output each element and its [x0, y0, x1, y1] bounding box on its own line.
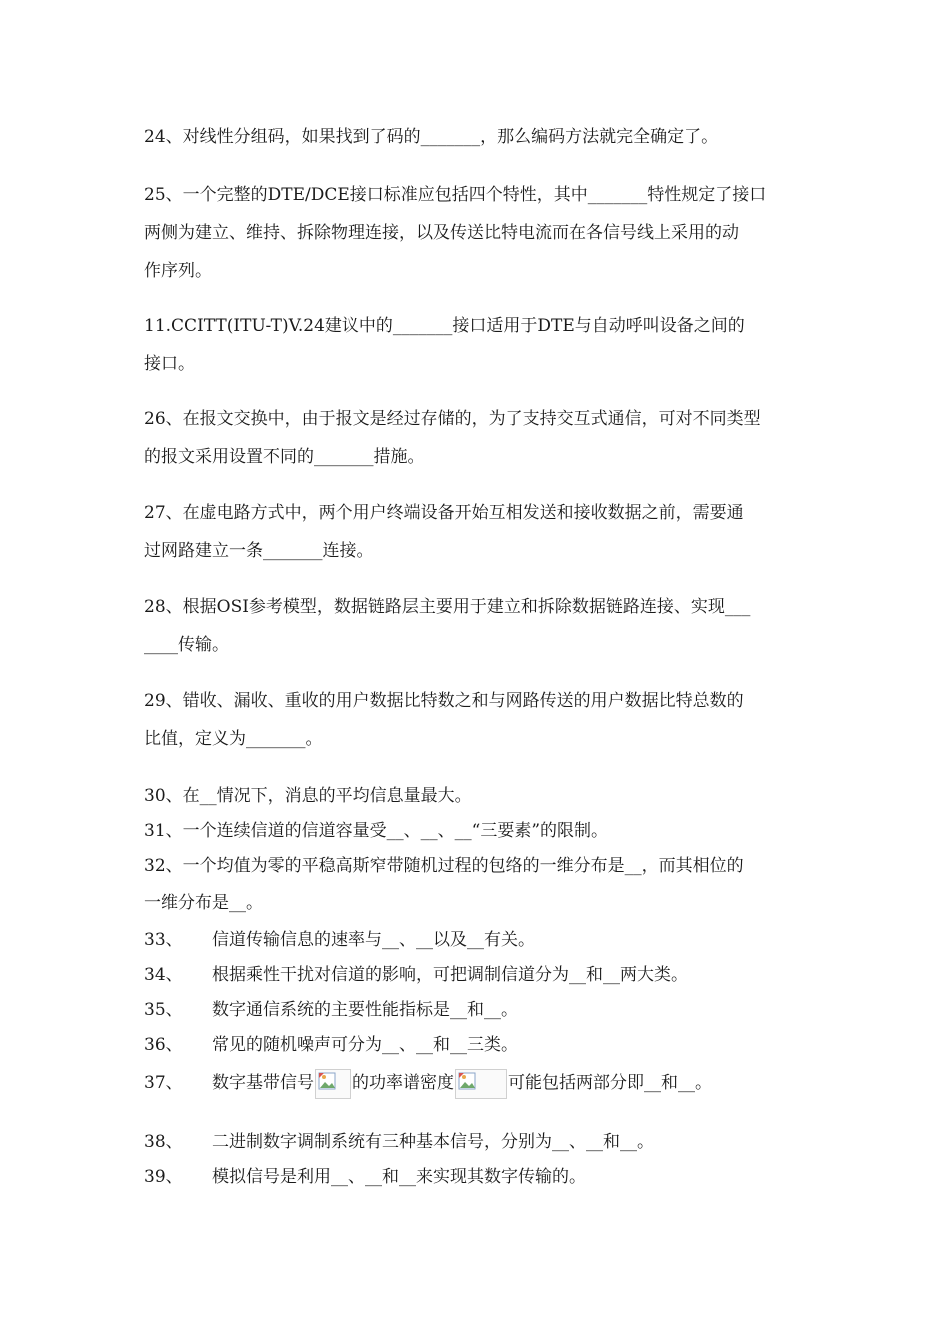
question-31 [144, 816, 608, 846]
broken-image-icon [455, 1069, 507, 1099]
question-text: 根据乘性干扰对信道的影响，可把调制信道分为__和__两大类。 [212, 965, 688, 985]
question-line: 比值，定义为_______。 [144, 729, 323, 749]
question-number: 38、 [144, 1132, 183, 1152]
question-number: 36、 [144, 1035, 183, 1055]
question-line: 作序列。 [144, 261, 212, 281]
question-33 [144, 925, 535, 955]
question-line: 的报文采用设置不同的_______措施。 [144, 447, 425, 467]
question-27 [144, 494, 810, 570]
question-number: 35、 [144, 1000, 183, 1020]
question-text: 模拟信号是利用__、__和__来实现其数字传输的。 [212, 1167, 586, 1187]
question-number: 37、 [144, 1073, 183, 1093]
question-text: 信道传输信息的速率与__、__以及__有关。 [212, 930, 535, 950]
question-36 [144, 1030, 518, 1060]
question-26 [144, 400, 810, 476]
question-number: 39、 [144, 1167, 183, 1187]
question-line: 29、错收、漏收、重收的用户数据比特数之和与网路传送的用户数据比特总数的 [144, 691, 744, 711]
question-29 [144, 682, 810, 758]
question-line: 26、在报文交换中，由于报文是经过存储的，为了支持交互式通信，可对不同类型 [144, 409, 761, 429]
question-text: 常见的随机噪声可分为__、__和__三类。 [212, 1035, 518, 1055]
question-number: 34、 [144, 965, 183, 985]
question-text: 数字通信系统的主要性能指标是__和__。 [212, 1000, 518, 1020]
question-37 [144, 1068, 712, 1108]
question-line: 24、对线性分组码，如果找到了码的_______，那么编码方法就完全确定了。 [144, 127, 719, 147]
question-30 [144, 781, 472, 811]
question-line: 11.CCITT(ITU-T)V.24建议中的_______接口适用于DTE与自动呼叫设备之间的 [144, 316, 745, 336]
question-text: 二进制数字调制系统有三种基本信号，分别为__、__和__。 [212, 1132, 654, 1152]
question-line: ____传输。 [144, 635, 229, 655]
question-line: 30、在__情况下，消息的平均信息量最大。 [144, 786, 472, 806]
question-line: 25、一个完整的DTE/DCE接口标准应包括四个特性，其中_______特性规定了接口 [144, 185, 767, 205]
question-text: 可能包括两部分即__和__。 [508, 1073, 712, 1093]
question-line: 接口。 [144, 354, 195, 374]
question-line: 28、根据OSI参考模型，数据链路层主要用于建立和拆除数据链路连接、实现___ [144, 597, 751, 617]
question-line: 过网路建立一条_______连接。 [144, 541, 374, 561]
question-39 [144, 1162, 586, 1192]
question-32 [144, 851, 744, 881]
question-11 [144, 307, 810, 383]
question-line: 两侧为建立、维持、拆除物理连接，以及传送比特电流而在各信号线上采用的动 [144, 223, 739, 243]
question-38 [144, 1127, 654, 1157]
question-text: 数字基带信号 [212, 1073, 314, 1093]
question-32-cont [144, 888, 263, 918]
question-34 [144, 960, 688, 990]
question-28 [144, 588, 810, 664]
question-24 [144, 118, 810, 156]
question-25 [144, 176, 810, 290]
question-line: 32、一个均值为零的平稳高斯窄带随机过程的包络的一维分布是__，而其相位的 [144, 856, 744, 876]
broken-image-icon [315, 1069, 351, 1099]
question-line: 27、在虚电路方式中，两个用户终端设备开始互相发送和接收数据之前，需要通 [144, 503, 744, 523]
question-line: 一维分布是__。 [144, 893, 263, 913]
question-line: 31、一个连续信道的信道容量受__、__、__“三要素”的限制。 [144, 821, 609, 841]
question-text: 的功率谱密度 [352, 1073, 454, 1093]
question-35 [144, 995, 518, 1025]
question-number: 33、 [144, 930, 183, 950]
